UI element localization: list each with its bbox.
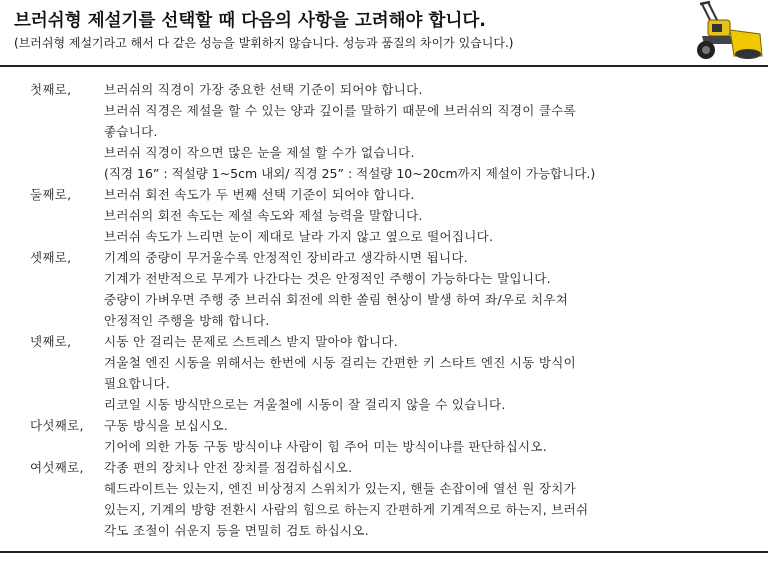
section-6-text-1: 각종 편의 장치나 안전 장치를 점검하십시오. <box>104 460 353 475</box>
page-title: 브러쉬형 제설기를 선택할 때 다음의 사항을 고려해야 합니다. <box>14 11 486 31</box>
section-6-text-4: 각도 조절이 쉬운지 등을 면밀히 검토 하십시오. <box>104 523 370 538</box>
section-4-text-4: 리코일 시동 방식만으로는 겨울철에 시동이 잘 걸리지 않을 수 있습니다. <box>104 397 506 412</box>
section-6-text-2: 헤드라이트는 있는지, 엔진 비상정지 스위치가 있는지, 핸들 손잡이에 열선 원 장치가 <box>104 481 577 496</box>
section-3-text-3: 중량이 가벼우면 주행 중 브러쉬 회전에 의한 쏠림 현상이 발생 하여 좌/우로 치우쳐 <box>104 292 569 307</box>
section-1-text-1: 브러쉬의 직경이 가장 중요한 선택 기준이 되어야 합니다. <box>104 82 423 97</box>
bottom-divider <box>0 551 768 553</box>
section-3-text-4: 안정적인 주행을 방해 합니다. <box>104 313 270 328</box>
section-2-text-1: 브러쉬 회전 속도가 두 번째 선택 기준이 되어야 합니다. <box>104 187 415 202</box>
section-3-label: 셋째로, <box>30 250 72 265</box>
section-2-text-3: 브러쉬 속도가 느리면 눈이 제대로 날라 가지 않고 옆으로 떨어집니다. <box>104 229 494 244</box>
section-1-text-2: 브러쉬 직경은 제설을 할 수 있는 양과 깊이를 말하기 때문에 브러쉬의 직경이 클수록 <box>104 103 577 118</box>
section-6-label: 여섯째로, <box>30 460 84 475</box>
section-4-text-1: 시동 안 걸리는 문제로 스트레스 받지 말아야 합니다. <box>104 334 399 349</box>
section-1-text-4: 브러쉬 직경이 작으면 많은 눈을 제설 할 수가 없습니다. <box>104 145 415 160</box>
section-3-text-1: 기계의 중량이 무거울수록 안정적인 장비라고 생각하시면 됩니다. <box>104 250 469 265</box>
section-6-text-3: 있는지, 기계의 방향 전환시 사람의 힘으로 하는지 간편하게 기계적으로 하는지, 브러쉬 <box>104 502 589 517</box>
section-1-text-3: 좋습니다. <box>104 124 158 139</box>
section-2-text-2: 브러쉬의 회전 속도는 제설 속도와 제설 능력을 말합니다. <box>104 208 423 223</box>
section-4-text-2: 겨울철 엔진 시동을 위해서는 한번에 시동 걸리는 간편한 키 스타트 엔진 시동 방식이 <box>104 355 577 370</box>
section-5-text-1: 구동 방식을 보십시오. <box>104 418 229 433</box>
header <box>0 0 768 64</box>
section-2-label: 둘째로, <box>30 187 72 202</box>
section-1-text-5: (직경 16” : 적설량 1~5cm 내외/ 직경 25” : 적설량 10~20cm까지 제설이 가능합니다.) <box>104 166 596 181</box>
snow-brush-machine-image <box>672 0 764 62</box>
section-5-text-2: 기어에 의한 가동 구동 방식이냐 사람이 힘 주어 미는 방식이냐를 판단하십시오. <box>104 439 548 454</box>
section-4-text-3: 필요합니다. <box>104 376 171 391</box>
section-1-label: 첫째로, <box>30 82 72 97</box>
page-subtitle: (브러쉬형 제설기라고 해서 다 같은 성능을 발휘하지 않습니다. 성능과 품질의 차이가 있습니다.) <box>14 36 514 50</box>
section-5-label: 다섯째로, <box>30 418 84 433</box>
section-3-text-2: 기계가 전반적으로 무게가 나간다는 것은 안정적인 주행이 가능하다는 말입니다. <box>104 271 551 286</box>
top-divider <box>0 65 768 67</box>
section-4-label: 넷째로, <box>30 334 72 349</box>
